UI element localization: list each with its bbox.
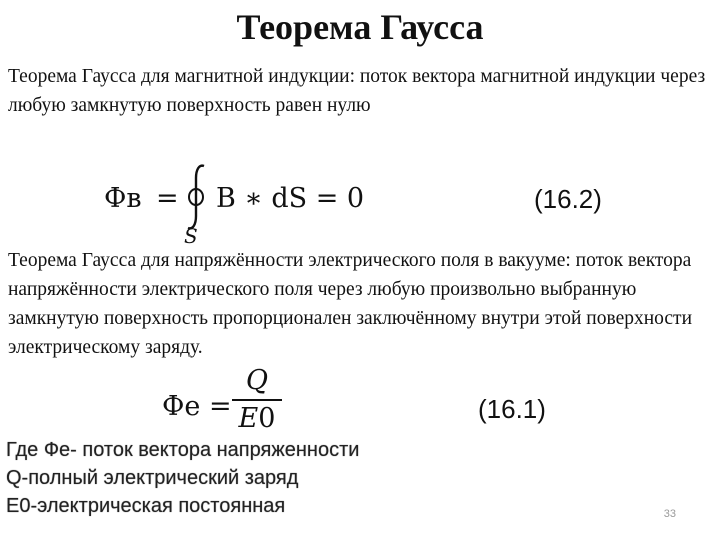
denominator-digit: 0: [258, 403, 276, 434]
closed-integral-icon: [182, 162, 212, 232]
slide-title: Теорема Гаусса: [236, 7, 484, 47]
formula1-body: B ∗ dS = 0: [216, 183, 365, 214]
note-line: E0-электрическая постоянная: [6, 495, 286, 517]
paragraph-electric-gauss: Теорема Гаусса для напряжённости электрического поля в вакууме: поток вектора напряжённости электрического поля через любую произвольно выбранную замкнутую поверхность пропорционален заключённому внутри этой поверхности электрическому заряду.: [8, 250, 693, 358]
fraction-numerator: Q: [245, 365, 269, 396]
formula2-number: (16.1): [478, 394, 546, 424]
page-number: 33: [663, 508, 676, 520]
formula1-lhs: Фв: [104, 183, 142, 214]
note-line: Где Фе- поток вектора напряженности: [6, 439, 360, 461]
note-line: Q-полный электрический заряд: [6, 467, 299, 489]
formula2-lhs: Фе =: [162, 391, 232, 422]
notes-list: [6, 436, 359, 520]
paragraph-magnetic-gauss: Теорема Гаусса для магнитной индукции: поток вектора магнитной индукции через любую замкнутую поверхность равен нулю: [8, 66, 706, 116]
denominator-letter: E: [238, 403, 259, 434]
formula1-equals: =: [156, 183, 179, 214]
formula1-number: (16.2): [534, 184, 602, 214]
integral-subscript: S: [184, 224, 198, 248]
fraction-denominator: [232, 403, 282, 435]
fraction-bar: [232, 399, 282, 401]
fraction: [232, 365, 282, 435]
